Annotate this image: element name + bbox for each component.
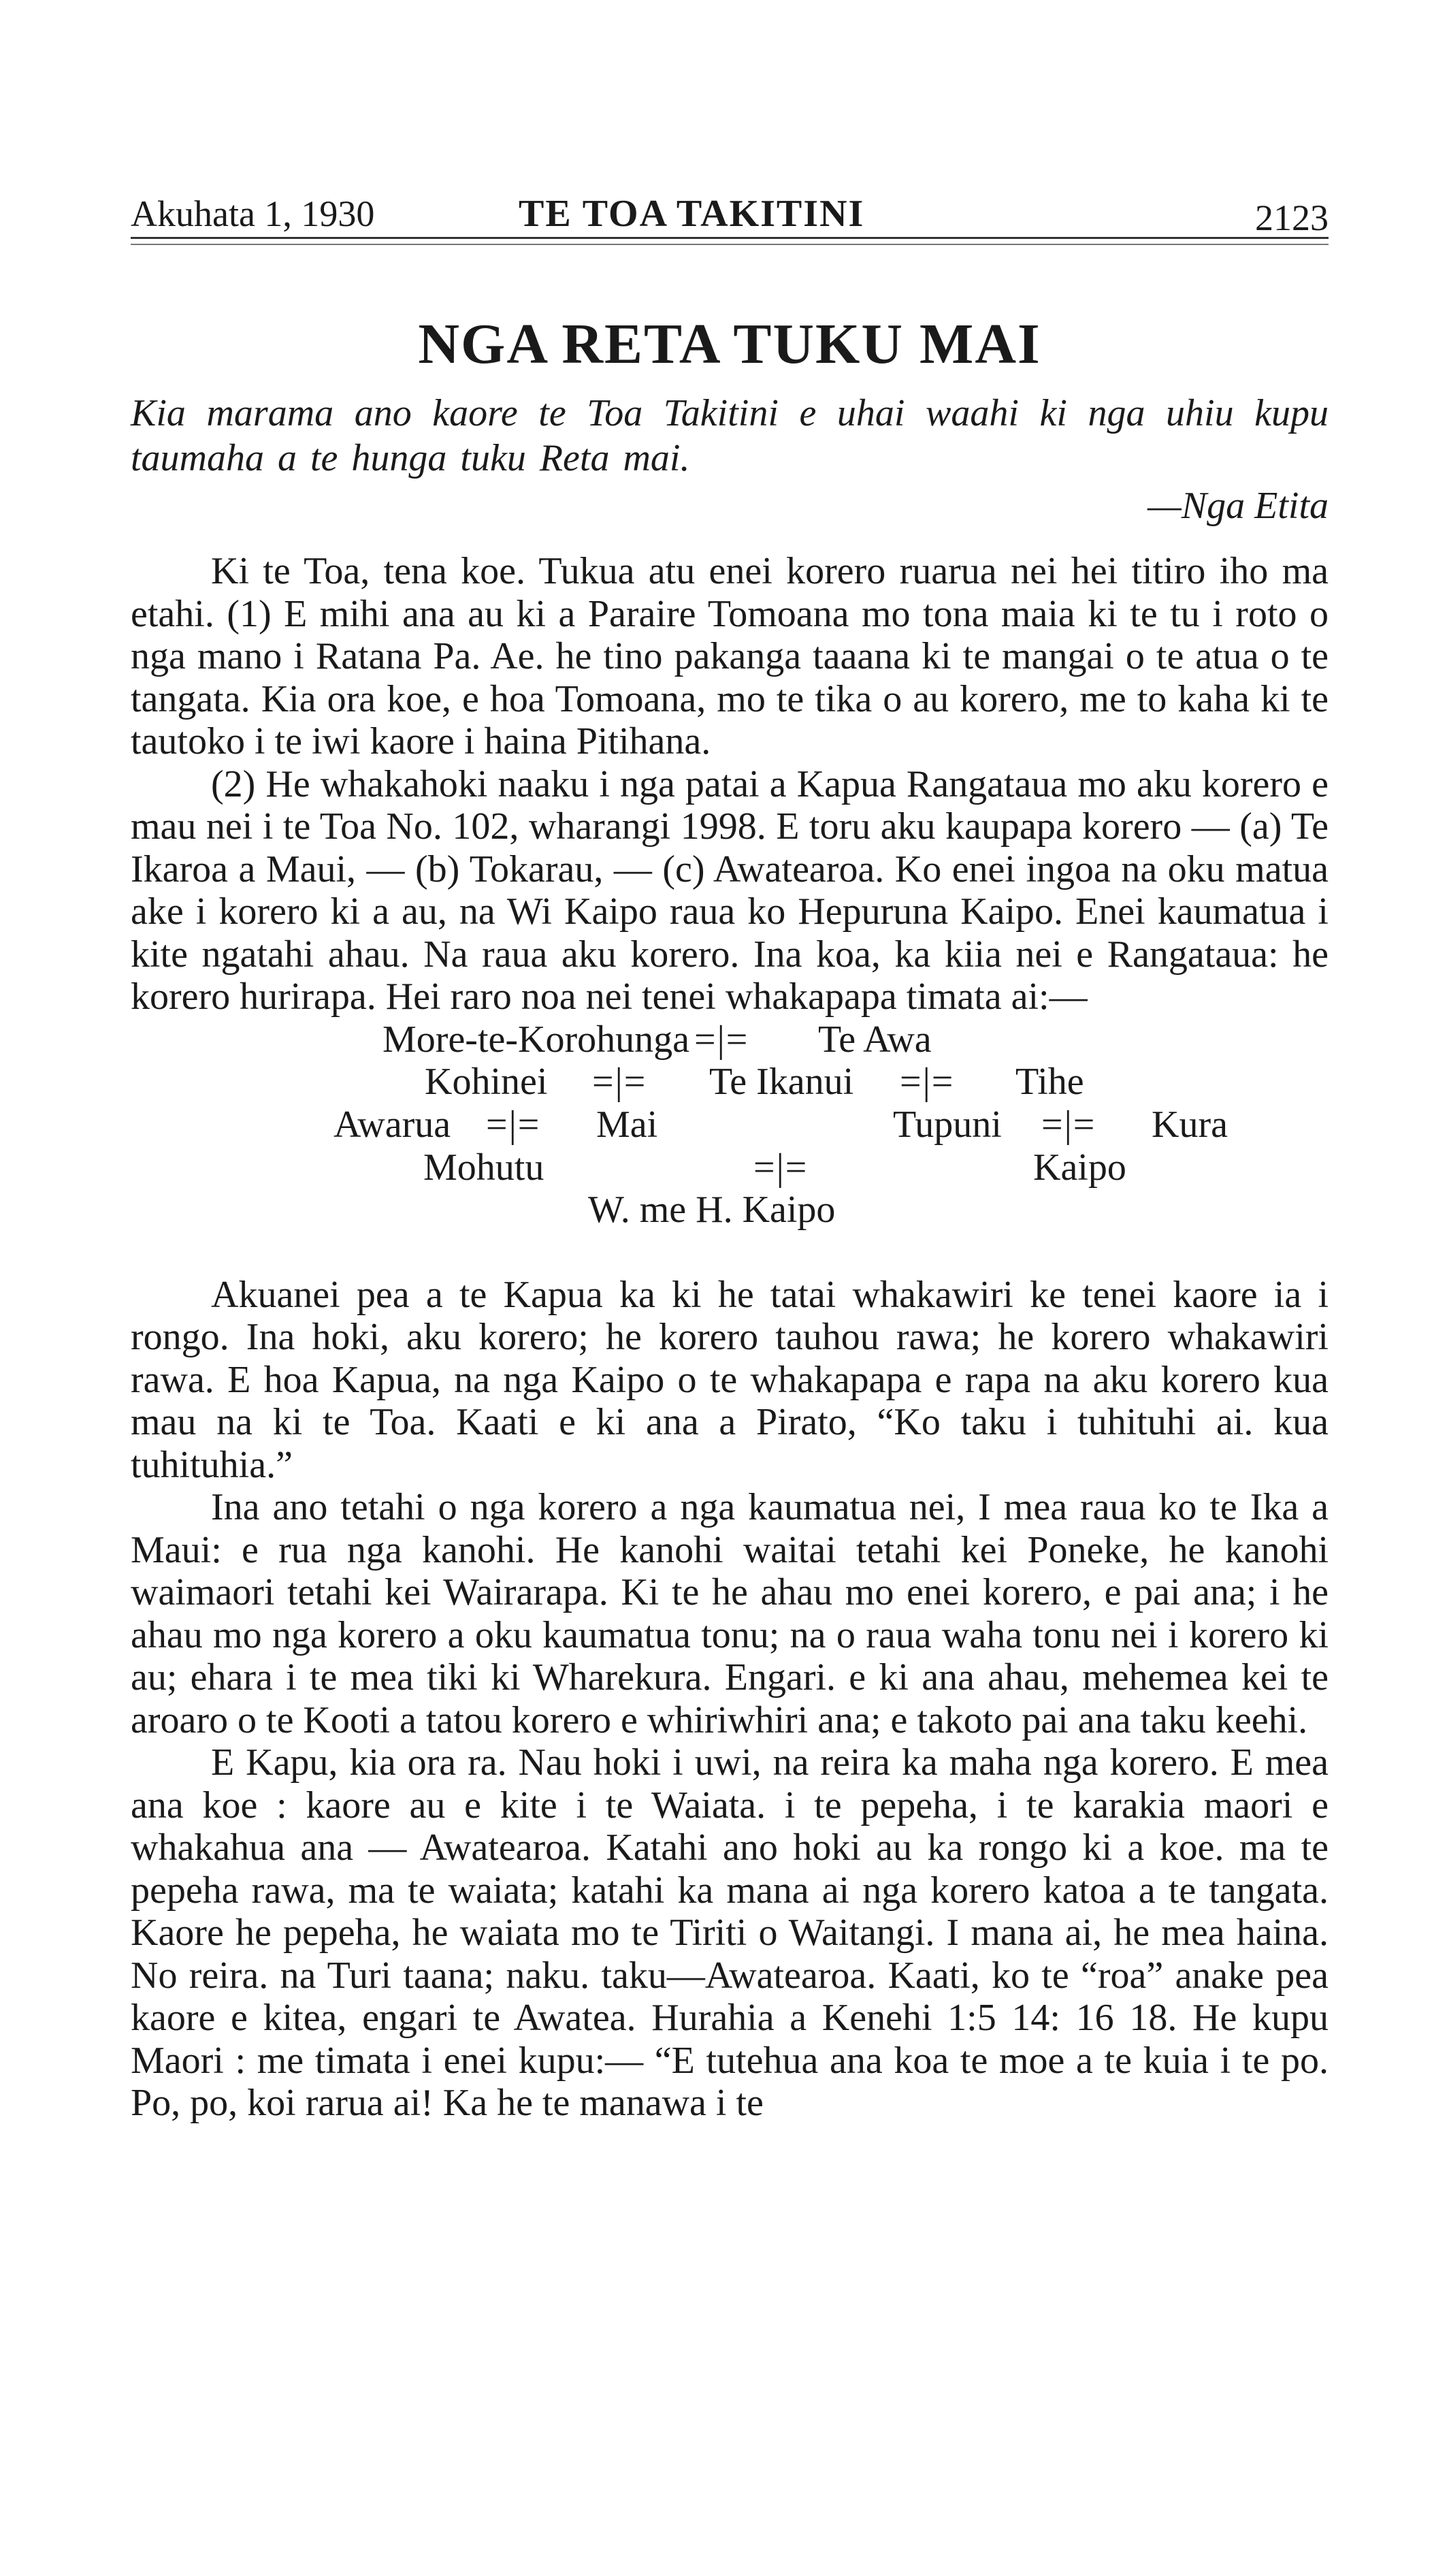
marriage-sign: =|=	[753, 1146, 809, 1189]
ancestor-name: Mohutu	[423, 1146, 544, 1189]
ancestor-name: Tihe	[1015, 1060, 1084, 1103]
publication-title: TE TOA TAKITINI	[519, 193, 865, 235]
paragraph: Ki te Toa, tena koe. Tukua atu enei korero ruarua nei hei titiro iho ma etahi. (1) E mihi ana au ki a Paraire Tomoana mo tona maia ki te tu i roto o nga mano i Ratana Pa. Ae. he tino pakanga taaana ki te mangai o te atua o te tangata. Kia ora koe, e hoa Tomoana, mo te tika o au korero, me to kaha ki te tautoko i te iwi kaore i haina Pitihana.	[131, 550, 1329, 762]
ancestor-name: Te Ikanui	[709, 1060, 854, 1103]
marriage-sign: =|=	[592, 1060, 647, 1103]
paragraph: (2) He whakahoki naaku i nga patai a Kapua Rangataua mo aku korero e mau nei i te Toa No. 102, wharangi 1998. E toru aku kaupapa korero — (a) Te Ikaroa a Maui, — (b) Tokarau, — (c) Awatearoa. Ko enei ingoa na oku matua ake i korero ki a au, na Wi Kaipo raua ko Hepuruna Kaipo. Enei kaumatua i kite ngatahi ahau. Na raua aku korero. Ina koa, ka kiia nei e Rangataua: he korero hurirapa. Hei raro noa nei tenei whakapapa timata ai:—	[131, 762, 1329, 1018]
ancestor-name: Kura	[1152, 1103, 1228, 1146]
marriage-sign: =|=	[1041, 1103, 1096, 1146]
ancestor-name: Kohinei	[425, 1060, 548, 1103]
page-number: 2123	[1255, 197, 1329, 238]
descendants-name: W. me H. Kaipo	[588, 1188, 836, 1231]
ancestor-name: Te Awa	[818, 1018, 932, 1061]
article-title: NGA RETA TUKU MAI	[418, 312, 1041, 376]
running-header	[131, 192, 1329, 240]
marriage-sign: =|=	[694, 1018, 749, 1061]
ancestor-name: More-te-Korohunga	[382, 1018, 689, 1061]
editorial-notice: Kia marama ano kaore te Toa Takitini e uhai waahi ki nga uhiu kupu taumaha a te hunga tuku Reta mai.	[131, 392, 1329, 479]
marriage-sign: =|=	[900, 1060, 955, 1103]
ancestor-name: Kaipo	[1033, 1146, 1126, 1189]
ancestor-name: Mai	[596, 1103, 658, 1146]
issue-date: Akuhata 1, 1930	[131, 193, 375, 234]
marriage-sign: =|=	[486, 1103, 541, 1146]
paragraph: Akuanei pea a te Kapua ka ki he tatai whakawiri ke tenei kaore ia i rongo. Ina hoki, aku korero; he korero tauhou rawa; he korero whakawiri rawa. E hoa Kapua, na nga Kaipo o te whakapapa e rapa na aku korero kua mau na ki te Toa. Kaati e ki ana a Pirato, “Ko taku i tuhituhi ai. kua tuhituhia.”	[131, 1273, 1329, 1486]
header-rule-secondary	[131, 244, 1329, 245]
paragraph: E Kapu, kia ora ra. Nau hoki i uwi, na reira ka maha nga korero. E mea ana koe : kaore au e kite i te Waiata. i te pepeha, i te karakia maori e whakahua ana — Awatearoa. Katahi ano hoki au ka rongo ki a koe. ma te pepeha rawa, ma te waiata; katahi ka mana ai nga korero katoa a te tangata. Kaore he pepeha, he waiata mo te Tiriti o Waitangi. I mana ai, he mea haina. No reira. na Turi taana; naku. taku—Awatearoa. Kaati, ko te “roa” anake pea kaore e kitea, engari te Awatea. Hurahia a Kenehi 1:5 14: 16 18. He kupu Maori : me timata i enei kupu:— “E tutehua ana koa te moe a te kuia i te po. Po, po, koi rarua ai! Ka he te manawa i te	[131, 1741, 1329, 2124]
ancestor-name: Tupuni	[893, 1103, 1002, 1146]
header-rule	[131, 237, 1329, 239]
letter-body	[131, 550, 1329, 2125]
paragraph: Ina ano tetahi o nga korero a nga kaumatua nei, I mea raua ko te Ika a Maui: e rua nga kanohi. He kanohi waitai tetahi kei Poneke, he kanohi waimaori tetahi kei Wairarapa. Ki te he ahau mo enei korero, e pai ana; i he ahau mo nga korero a oku kaumatua tonu; na o raua waha tonu nei i korero ki au; ehara i te mea tiki ki Wharekura. Engari. e ki ana ahau, mehemea kei te aroaro o te Kooti a tatou korero e whiriwhiri ana; e takoto pai ana taku keehi.	[131, 1486, 1329, 1741]
genealogy-table	[131, 1018, 1329, 1274]
ancestor-name: Awarua	[333, 1103, 451, 1146]
notice-signature: —Nga Etita	[1147, 485, 1329, 527]
